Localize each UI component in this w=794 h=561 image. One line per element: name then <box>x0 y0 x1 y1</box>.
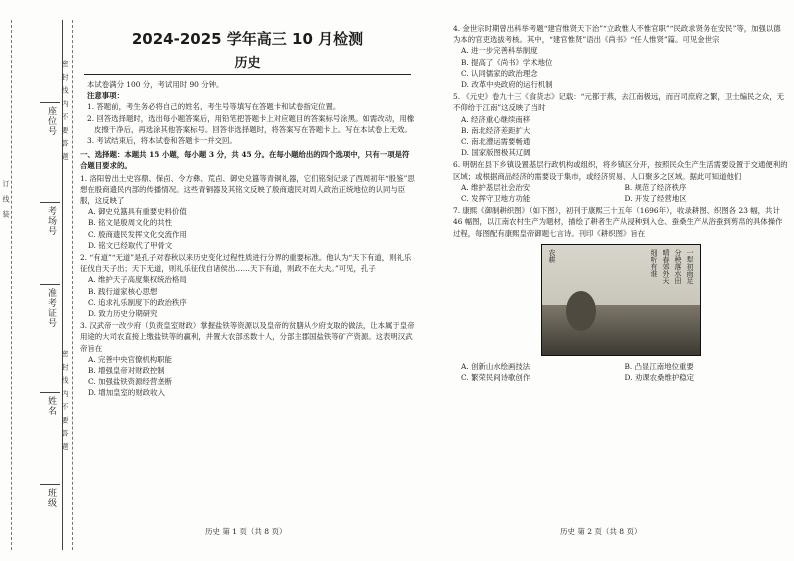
painting-calligraphy: 晴春郊外天 <box>662 248 670 284</box>
option: A. 维护天子高度集权统治格局 <box>88 275 187 285</box>
question-6 <box>453 159 788 204</box>
part-one-heading: 一、选择题：本题共 15 小题，每小题 3 分，共 45 分。在每小题给出的四个选项中，只有一项是符合题目要求的。 <box>80 150 410 171</box>
cut-line-text-2: 密 封 线 内 不 要 答 题 <box>61 350 69 452</box>
exam-subject: 历史 <box>234 56 261 71</box>
painting-calligraphy: 分秧落水田 <box>674 248 682 284</box>
option: C. 加强盐铁资源经营垄断 <box>88 377 172 387</box>
option: C. 认同儒家的政治理念 <box>461 68 538 78</box>
option: A. 经济重心继续南移 <box>461 114 531 124</box>
ticket-number-label: 准考证号 <box>46 288 56 328</box>
instruction-item: 3. 考试结束后，将本试卷和答题卡一并交回。 <box>87 136 237 146</box>
page-footer-right: 历史 第 2 页（共 8 页） <box>560 527 642 536</box>
instructions <box>80 79 415 146</box>
option: D. 致力历史分期研究 <box>88 309 158 319</box>
page-two <box>453 22 788 383</box>
option: A. 御史兑簋具有重要史料价值 <box>88 207 187 217</box>
class-label: 班级 <box>46 488 56 508</box>
question-stem: 1. 洛阳曾出土史容鼎、保卣、令方彝、荒卣、御史兑簋等青铜礼器，它们铭刻记录了西周初年“殷鉴”思想在殷商遗民内部的传播情况。这些青铜器及其铭文反映了殷商遗民对周人政治正统地位的认同与臣服，这反映了 <box>80 173 415 206</box>
instruction-item: 2. 回答选择题时，选出每小题答案后，用铅笔把答题卡上对应题目的答案标号涂黑。如需改动，用橡皮擦干净后，再选涂其他答案标号。回答非选择题时，将答案写在答题卡上。写在本试卷上无效。 <box>87 113 415 134</box>
option: D. 劝课农桑维护稳定 <box>624 373 694 383</box>
page-one <box>80 22 415 399</box>
option: A. 维护基层社会治安 <box>461 182 531 192</box>
question-7 <box>453 205 788 383</box>
instructions-heading: 注意事项： <box>87 91 124 101</box>
exam-room-label: 考场号 <box>46 206 56 236</box>
exam-title: 2024-2025 学年高三 10 月检测 <box>131 30 364 48</box>
outer-line-text: 订 线 装 <box>2 180 10 221</box>
option: B. 践行道家核心思想 <box>88 286 158 296</box>
option: B. 铭文是殷周文化的共性 <box>88 218 173 228</box>
question-5 <box>453 91 788 158</box>
seat-number-label: 座位号 <box>46 106 56 136</box>
title-divider <box>84 74 411 75</box>
option: D. 开发了经营地区 <box>624 194 687 204</box>
question-3 <box>80 320 415 398</box>
option: D. 国家版图极其辽阔 <box>461 148 531 158</box>
farming-painting-image <box>541 244 701 356</box>
option: C. 追求礼乐制度下的政治秩序 <box>88 297 187 307</box>
instruction-item: 1. 答题前，考生务必将自己的姓名、考生号等填写在答题卡和试卷指定位置。 <box>87 102 341 112</box>
outer-cut-line <box>11 20 12 550</box>
question-stem: 5. 《元史》卷九十三《食货志》记载：“元都于燕，去江南极远，而百司庶府之繁，卫士编民之众，无不仰给于江南”这反映了当时 <box>453 92 784 113</box>
option: B. 规范了经济秩序 <box>624 182 687 192</box>
question-2 <box>80 252 415 319</box>
exam-room-field[interactable] <box>40 202 60 203</box>
options-grid <box>453 182 788 204</box>
option: D. 铭文已经取代了甲骨文 <box>88 240 173 250</box>
question-1 <box>80 173 415 251</box>
question-stem: 2. “有道”“无道”是孔子对春秋以来历史变化过程性质进行分界的重要标准。他认为“天下有道，则礼乐征伐自天子出；天下无道，则礼乐征伐自诸侯出……天下有道，则政不在大夫。”可见，孔子 <box>80 253 412 274</box>
question-4 <box>453 23 788 90</box>
option: A. 进一步完善科举制度 <box>461 46 538 56</box>
name-label: 姓名 <box>46 396 56 416</box>
question-stem: 6. 明朝在县下乡镇设置基层行政机构或组织，将乡镇区分开，按照民众生产生活需要设置于交通便利的区域；或根据商品经济的需要设于集市，或经济贸易、人口聚多之区域。据此可知道他们 <box>453 160 788 181</box>
option: D. 增加皇室的财政收入 <box>88 388 165 398</box>
page-footer-left: 历史 第 1 页（共 8 页） <box>205 527 287 536</box>
option: D. 改革中央政府的运行机制 <box>461 80 553 90</box>
option: B. 凸显江南地位重要 <box>624 361 694 371</box>
option: B. 南北经济差距扩大 <box>461 125 531 135</box>
cut-line-text: 密 封 线 内 不 要 答 题 <box>61 60 69 162</box>
question-stem: 7. 康熙《御制耕织图》（如下图），初刊于康熙三十五年（1696年），收录耕图、织图各 23 幅，共计 46 幅图，以江南农村生产为题材，描绘了耕者生产从浸种到入仓、蚕桑生产从浴蚕到剪帛的具体操作过程，每图配有康熙皇帝御题七言诗。刊印《耕织图》旨在 <box>453 206 783 238</box>
painting-tree <box>566 291 596 331</box>
painting-calligraphy: 一犁初雨足 <box>686 248 694 284</box>
option: C. 殷商遗民发挥文化交流作用 <box>88 229 187 239</box>
name-field[interactable] <box>40 392 60 393</box>
option: B. 增强皇帝对财政控制 <box>88 366 165 376</box>
instructions-summary: 本试卷满分 100 分，考试用时 90 分钟。 <box>87 80 224 89</box>
option: C. 发挥守卫地方功能 <box>461 194 531 204</box>
painting-calligraphy: 农耕 <box>548 248 556 263</box>
option: A. 完善中央官僚机构职能 <box>88 354 172 364</box>
binding-strip <box>0 20 78 550</box>
question-stem: 3. 汉武帝一改少府（负责皇室财政）掌握盐铁等资源以及皇帝的贫膳从少府支取的做法，让本属于皇帝用途的大司农直接上缴盐铁等的赢利，并置大农部丞数十人，分部主郡国盐铁等矿产资源。这表明汉武帝旨在 <box>80 321 415 353</box>
options-grid <box>453 361 788 383</box>
painting-calligraphy: 细听有谁 <box>650 248 658 277</box>
question-stem: 4. 金世宗时期曾出科举考题“建官惟贤天下治”“立政惟人不惟官职”“民政求贤务在安民”等，加强以德为本的官吏选拔考核。其中，“建官惟贤”语出《尚书》“任人惟贤”篇。可见金世宗 <box>453 24 781 45</box>
option: B. 提高了《尚书》学术地位 <box>461 57 553 67</box>
class-field[interactable] <box>40 484 60 485</box>
option: A. 创新山水绘画技法 <box>461 361 531 371</box>
cut-line <box>72 20 73 550</box>
seat-number-field[interactable] <box>40 102 60 103</box>
option: C. 繁荣民间诗歌创作 <box>461 373 531 383</box>
ticket-number-field[interactable] <box>40 284 60 285</box>
option: C. 南北漕运需要畅通 <box>461 137 531 147</box>
